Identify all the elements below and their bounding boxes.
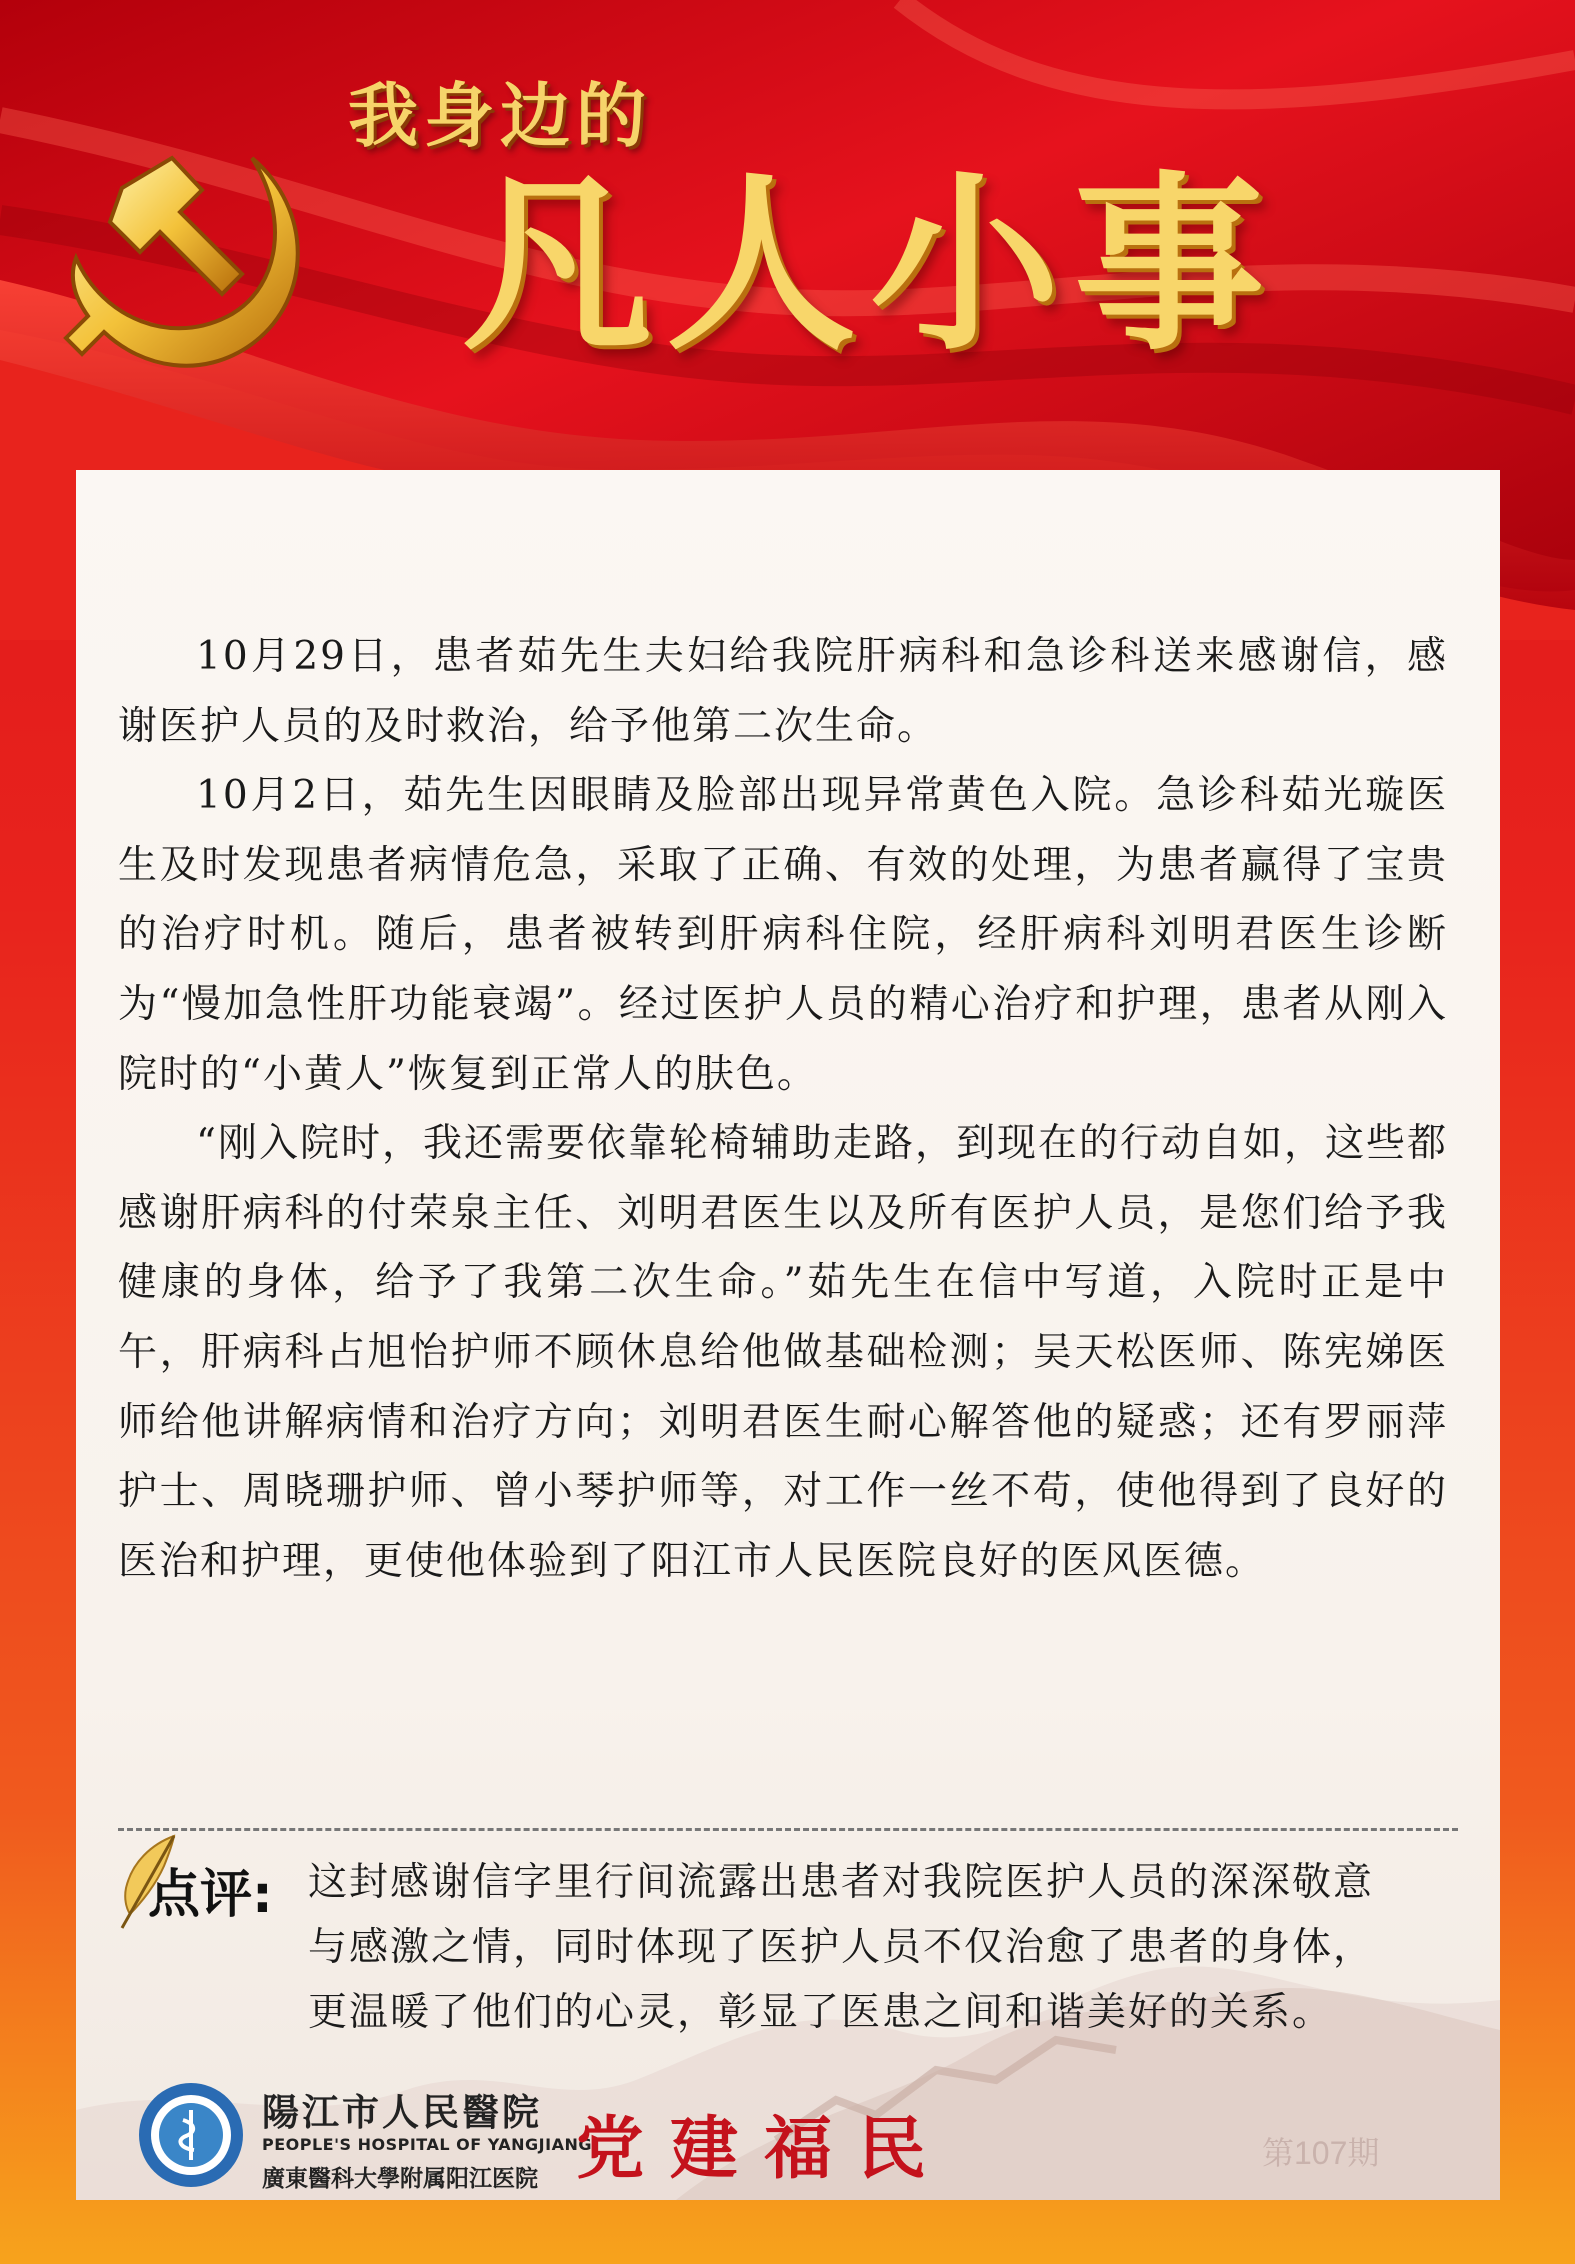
hospital-name-en: PEOPLE'S HOSPITAL OF YANGJIANG — [262, 2135, 592, 2154]
party-emblem-icon — [52, 118, 332, 398]
issue-number: 第107期 — [1262, 2135, 1380, 2171]
article-paragraph: 10月29日，患者茹先生夫妇给我院肝病科和急诊科送来感谢信，感谢医护人员的及时救治，给予他第二次生命。 — [118, 634, 1448, 749]
hospital-logo-icon — [136, 2080, 246, 2190]
slogan: 党建福民 — [576, 2109, 953, 2189]
comment-line: 这封感谢信字里行间流露出患者对我院医护人员的深深敬意 — [308, 1860, 1375, 1905]
article-body — [118, 622, 1448, 1596]
comment-line: 与感激之情，同时体现了医护人员不仅治愈了患者的身体， — [308, 1925, 1375, 1970]
hospital-affiliation: 廣東醫科大學附属阳江医院 — [262, 2165, 538, 2192]
comment-line: 更温暖了他们的心灵，彰显了医患之间和谐美好的关系。 — [308, 1990, 1334, 2035]
article-paragraph: “刚入院时，我还需要依靠轮椅辅助走路，到现在的行动自如，这些都感谢肝病科的付荣泉主任、刘明君医生以及所有医护人员，是您们给予我健康的身体，给予了我第二次生命。”茹先生在信中写道，入院时正是中午，肝病科占旭怡护师不顾休息给他做基础检测；吴天松医师、陈宪娣医师给他讲解病情和治疗方向；刘明君医生耐心解答他的疑惑；还有罗丽萍护士、周晓珊护师、曾小琴护师等，对工作一丝不苟，使他得到了良好的医治和护理，更使他体验到了阳江市人民医院良好的医风医德。 — [118, 1121, 1448, 1584]
header-title: 凡人小事 — [462, 153, 1279, 376]
article-paragraph: 10月2日，茹先生因眼睛及脸部出现异常黄色入院。急诊科茹光璇医生及时发现患者病情危急，采取了正确、有效的处理，为患者赢得了宝贵的治疗时机。随后，患者被转到肝病科住院，经肝病科刘明君医生诊断为“慢加急性肝功能衰竭”。经过医护人员的精心治疗和护理，患者从刚入院时的“小黄人”恢复到正常人的肤色。 — [118, 773, 1448, 1097]
header-subtitle: 我身边的 — [348, 75, 652, 157]
comment-text — [308, 1850, 1468, 2045]
divider — [118, 1828, 1458, 1831]
comment-label: 点评: — [148, 1865, 273, 1925]
hospital-name: 陽江市人民醫院 — [262, 2090, 542, 2134]
